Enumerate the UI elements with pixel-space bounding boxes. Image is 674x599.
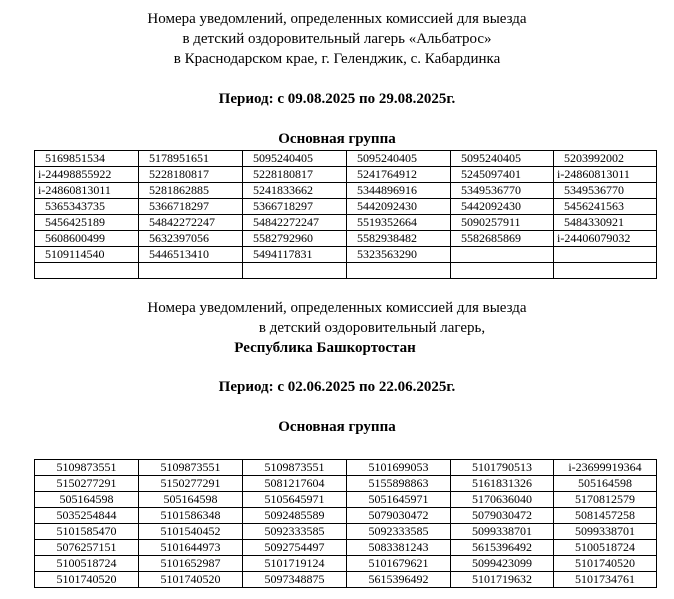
table-cell: 5076257151 — [35, 540, 139, 556]
table-row — [35, 460, 657, 476]
table-cell: 5366718297 — [139, 199, 243, 215]
section2-notification-table — [34, 459, 657, 588]
table-cell: i-24860813011 — [35, 183, 139, 199]
table-cell: 5615396492 — [451, 540, 554, 556]
table-cell: 5097348875 — [243, 572, 347, 588]
table-cell: 5281862885 — [139, 183, 243, 199]
table-cell: 5442092430 — [347, 199, 451, 215]
table-cell — [35, 263, 139, 279]
table-cell: 5090257911 — [451, 215, 554, 231]
table-row — [35, 199, 657, 215]
table-cell — [139, 263, 243, 279]
table-cell: 5456241563 — [554, 199, 657, 215]
table-cell: 5178951651 — [139, 151, 243, 167]
table-row — [35, 556, 657, 572]
table-cell: 5582792960 — [243, 231, 347, 247]
table-cell: 5081217604 — [243, 476, 347, 492]
table-cell: 5083381243 — [347, 540, 451, 556]
table-cell: 5099338701 — [554, 524, 657, 540]
table-row — [35, 167, 657, 183]
table-row — [35, 572, 657, 588]
table-row — [35, 524, 657, 540]
table-cell — [451, 263, 554, 279]
table-cell: 505164598 — [35, 492, 139, 508]
table-cell — [554, 263, 657, 279]
table-cell: 5446513410 — [139, 247, 243, 263]
section2-group-title: Основная группа — [278, 419, 396, 435]
table-row — [35, 183, 657, 199]
table-cell: 5101644973 — [139, 540, 243, 556]
table-cell: 5366718297 — [243, 199, 347, 215]
table-cell — [554, 247, 657, 263]
table-cell: 5092333585 — [347, 524, 451, 540]
table-cell: i-24406079032 — [554, 231, 657, 247]
table-cell: 5095240405 — [451, 151, 554, 167]
table-cell: 5349536770 — [554, 183, 657, 199]
table-cell: 5101734761 — [554, 572, 657, 588]
table-cell: 5442092430 — [451, 199, 554, 215]
section2-heading-line-3: Республика Башкортостан — [234, 340, 416, 356]
table-cell: 5170636040 — [451, 492, 554, 508]
table-cell: 5228180817 — [243, 167, 347, 183]
table-cell: 5150277291 — [35, 476, 139, 492]
section1-heading-line-2: в детский оздоровительный лагерь «Альбатрос» — [182, 31, 492, 47]
table-cell: 5169851534 — [35, 151, 139, 167]
section1-notification-table — [34, 150, 657, 279]
table-cell: 5349536770 — [451, 183, 554, 199]
table-cell: 5100518724 — [554, 540, 657, 556]
table-cell: 5101585470 — [35, 524, 139, 540]
table-cell: 5582685869 — [451, 231, 554, 247]
table-cell: i-23699919364 — [554, 460, 657, 476]
table-cell: 5101652987 — [139, 556, 243, 572]
table-cell: 5101540452 — [139, 524, 243, 540]
table-cell: 5095240405 — [243, 151, 347, 167]
table-cell: 5079030472 — [347, 508, 451, 524]
table-cell: i-24860813011 — [554, 167, 657, 183]
table-cell: 5203992002 — [554, 151, 657, 167]
table-cell: 5632397056 — [139, 231, 243, 247]
table-cell: 5344896916 — [347, 183, 451, 199]
table-cell: 5161831326 — [451, 476, 554, 492]
table-cell: 5101790513 — [451, 460, 554, 476]
table-cell: 5101719124 — [243, 556, 347, 572]
table-cell: 5081457258 — [554, 508, 657, 524]
table-cell — [243, 263, 347, 279]
section1-heading-line-3: в Краснодарском крае, г. Геленджик, с. Кабардинка — [173, 51, 501, 67]
table-cell: 5101740520 — [554, 556, 657, 572]
table-cell: 5051645971 — [347, 492, 451, 508]
section2-heading-line-2: в детский оздоровительный лагерь, — [258, 320, 486, 336]
table-cell: 5456425189 — [35, 215, 139, 231]
section2-period: Период: с 02.06.2025 по 22.06.2025г. — [218, 379, 456, 395]
table-cell: 5365343735 — [35, 199, 139, 215]
table-cell: 5245097401 — [451, 167, 554, 183]
table-cell: 5035254844 — [35, 508, 139, 524]
table-row — [35, 231, 657, 247]
table-cell: 54842272247 — [243, 215, 347, 231]
table-cell: 5079030472 — [451, 508, 554, 524]
table-row — [35, 540, 657, 556]
table-cell: 5101679621 — [347, 556, 451, 572]
table-cell: 5241764912 — [347, 167, 451, 183]
table-row — [35, 263, 657, 279]
table-cell: 5105645971 — [243, 492, 347, 508]
table-cell: i-24498855922 — [35, 167, 139, 183]
table-cell: 5608600499 — [35, 231, 139, 247]
section2-heading-line-1: Номера уведомлений, определенных комиссией для выезда — [147, 300, 527, 316]
table-cell: 5228180817 — [139, 167, 243, 183]
table-cell: 5092485589 — [243, 508, 347, 524]
table-cell: 5109873551 — [35, 460, 139, 476]
table-cell: 5099338701 — [451, 524, 554, 540]
table-cell: 5099423099 — [451, 556, 554, 572]
table-cell: 5519352664 — [347, 215, 451, 231]
table-row — [35, 492, 657, 508]
table-cell: 5101740520 — [139, 572, 243, 588]
table-row — [35, 476, 657, 492]
table-cell: 5109873551 — [243, 460, 347, 476]
table-cell: 54842272247 — [139, 215, 243, 231]
table-cell: 5484330921 — [554, 215, 657, 231]
table-cell: 5109114540 — [35, 247, 139, 263]
table-cell: 5494117831 — [243, 247, 347, 263]
table-cell — [347, 263, 451, 279]
table-cell: 5615396492 — [347, 572, 451, 588]
table-cell: 5095240405 — [347, 151, 451, 167]
table-cell: 5170812579 — [554, 492, 657, 508]
table-row — [35, 508, 657, 524]
section1-period: Период: с 09.08.2025 по 29.08.2025г. — [218, 91, 456, 107]
table-cell: 505164598 — [139, 492, 243, 508]
table-cell: 5092754497 — [243, 540, 347, 556]
table-cell: 5155898863 — [347, 476, 451, 492]
table-cell: 5101699053 — [347, 460, 451, 476]
table-cell: 5150277291 — [139, 476, 243, 492]
table-row — [35, 247, 657, 263]
table-cell: 5323563290 — [347, 247, 451, 263]
table-row — [35, 215, 657, 231]
table-cell: 5101719632 — [451, 572, 554, 588]
table-cell: 5101740520 — [35, 572, 139, 588]
table-cell: 5582938482 — [347, 231, 451, 247]
table-cell: 5101586348 — [139, 508, 243, 524]
section1-group-title: Основная группа — [278, 131, 396, 147]
table-cell: 5109873551 — [139, 460, 243, 476]
section1-heading-line-1: Номера уведомлений, определенных комиссией для выезда — [147, 11, 527, 27]
table-row — [35, 151, 657, 167]
table-cell: 505164598 — [554, 476, 657, 492]
table-cell — [451, 247, 554, 263]
table-cell: 5100518724 — [35, 556, 139, 572]
table-cell: 5092333585 — [243, 524, 347, 540]
table-cell: 5241833662 — [243, 183, 347, 199]
